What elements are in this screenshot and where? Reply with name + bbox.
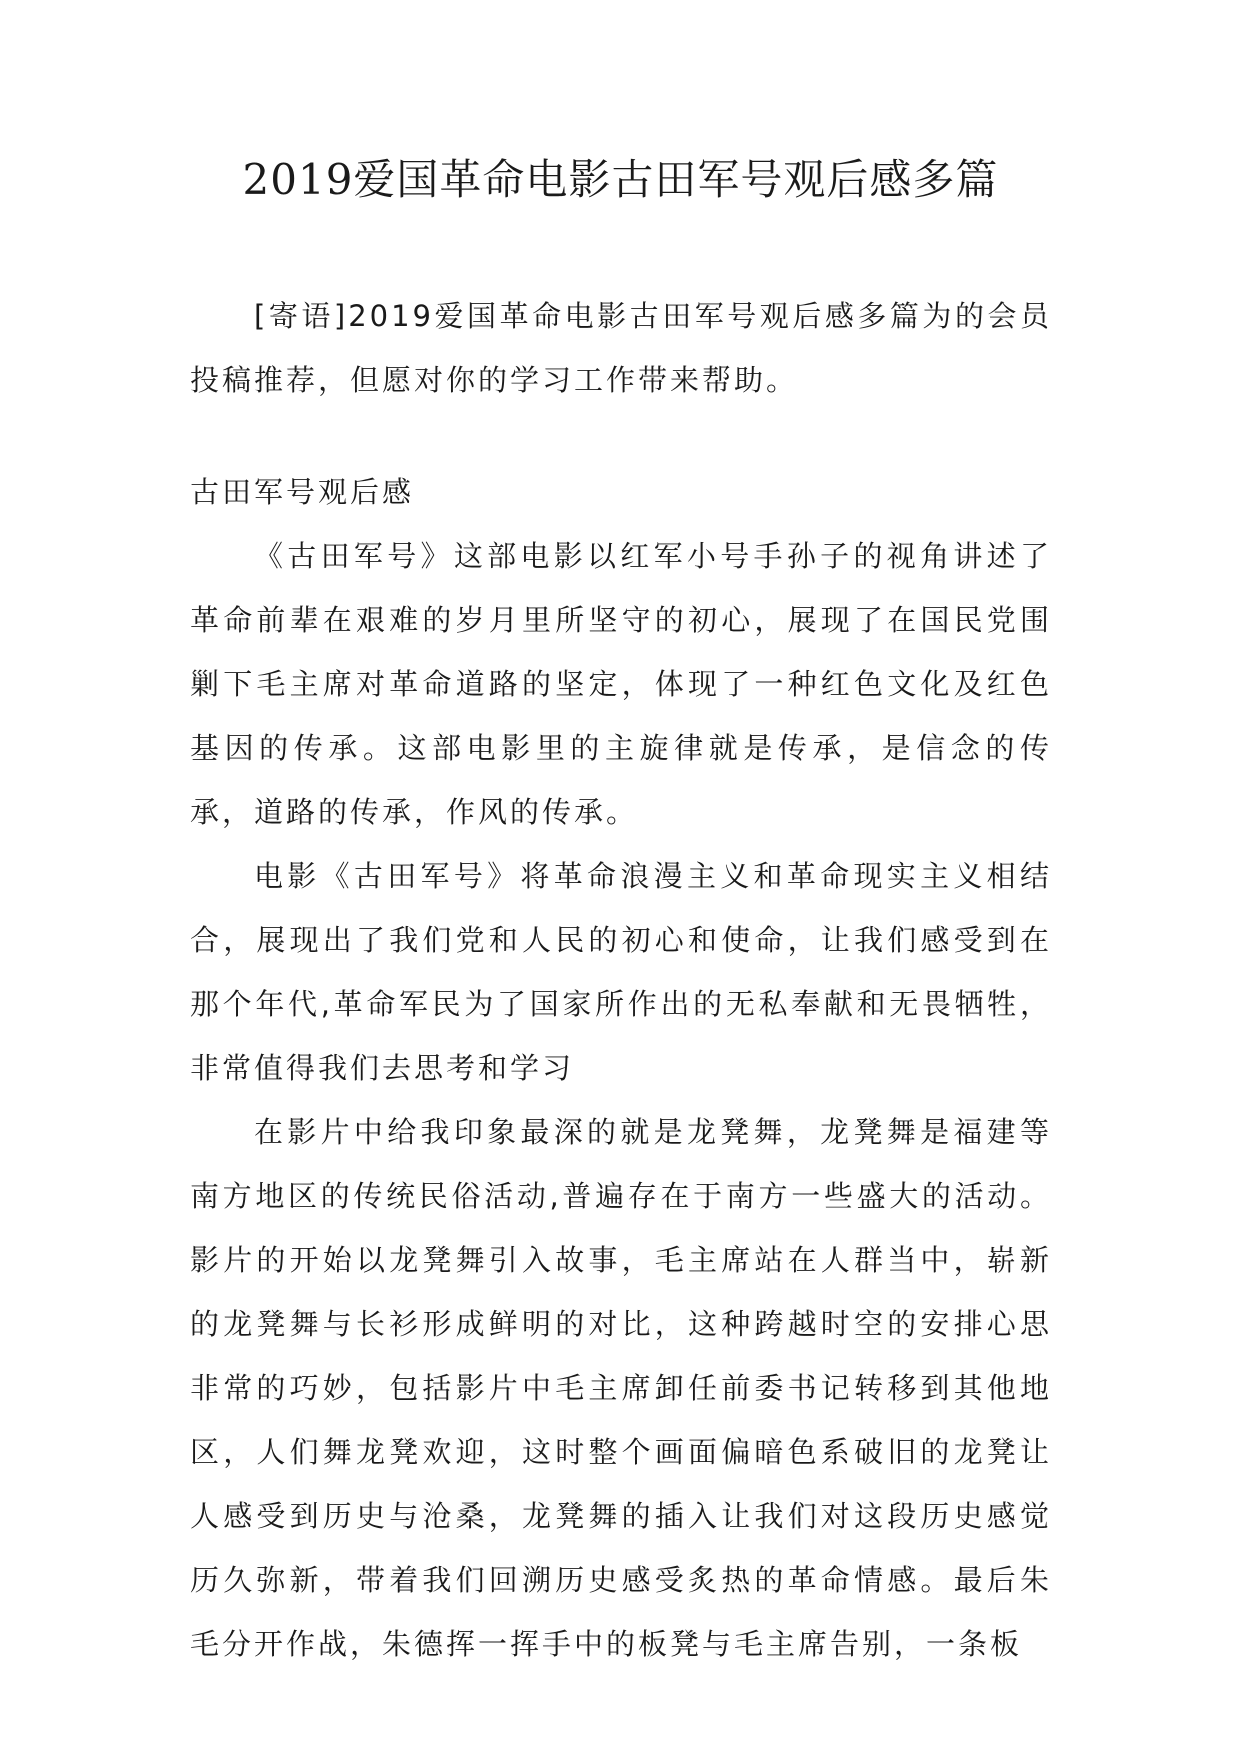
document-title: 2019爱国革命电影古田军号观后感多篇 bbox=[242, 155, 999, 204]
paragraph: 电影《古田军号》将革命浪漫主义和革命现实主义相结合，展现出了我们党和人民的初心和使命，让我们感受到在那个年代,革命军民为了国家所作出的无私奉献和无畏牺牲，非常值得我们去思考和学习 bbox=[190, 859, 1052, 1085]
article-body bbox=[190, 524, 1052, 1676]
paragraph: 《古田军号》这部电影以红军小号手孙子的视角讲述了革命前辈在艰难的岁月里所坚守的初心，展现了在国民党围剿下毛主席对革命道路的坚定，体现了一种红色文化及红色基因的传承。这部电影里的主旋律就是传承，是信念的传承，道路的传承，作风的传承。 bbox=[190, 539, 1052, 829]
section-heading: 古田军号观后感 bbox=[190, 475, 415, 509]
preface-text: [寄语]2019爱国革命电影古田军号观后感多篇为的会员投稿推荐，但愿对你的学习工作带来帮助。 bbox=[190, 299, 1052, 397]
paragraph: 在影片中给我印象最深的就是龙凳舞，龙凳舞是福建等南方地区的传统民俗活动,普遍存在于南方一些盛大的活动。影片的开始以龙凳舞引入故事，毛主席站在人群当中，崭新的龙凳舞与长衫形成鲜明的对比，这种跨越时空的安排心思非常的巧妙，包括影片中毛主席卸任前委书记转移到其他地区，人们舞龙凳欢迎，这时整个画面偏暗色系破旧的龙凳让人感受到历史与沧桑，龙凳舞的插入让我们对这段历史感觉历久弥新，带着我们回溯历史感受炙热的革命情感。最后朱毛分开作战，朱德挥一挥手中的板凳与毛主席告别，一条板 bbox=[190, 1115, 1052, 1661]
preface-block bbox=[190, 284, 1052, 412]
section-heading-block bbox=[190, 460, 1052, 524]
